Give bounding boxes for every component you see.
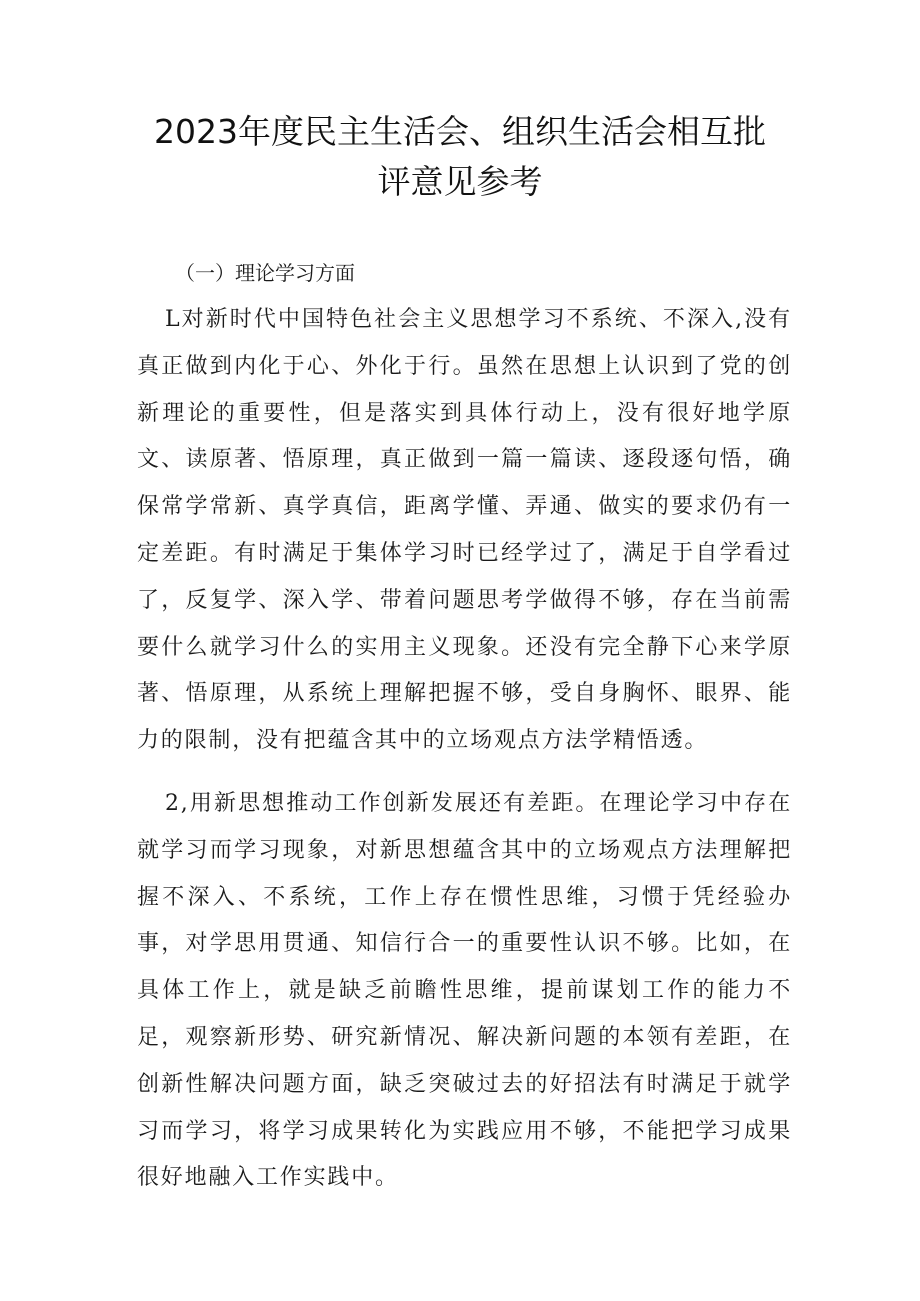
document-title-line2: 评意见参考: [377, 162, 543, 201]
paragraph-1: L对新时代中国特色社会主义思想学习不系统、不深入,没有真正做到内化于心、外化于行。虽然在思想上认识到了党的创新理论的重要性，但是落实到具体行动上，没有很好地学原文、读原著、悟原理，真正做到一篇一篇读、逐段逐句悟，确保常学常新、真学真信，距离学懂、弄通、做实的要求仍有一定差距。有时满足于集体学习时已经学过了，满足于自学看过了，反复学、深入学、带着问题思考学做得不够，存在当前需要什么就学习什么的实用主义现象。还没有完全静下心来学原著、悟原理，从系统上理解把握不够，受自身胸怀、眼界、能力的限制，没有把蕴含其中的立场观点方法学精悟透。: [137, 307, 792, 754]
section-heading: （一）理论学习方面: [175, 261, 355, 285]
paragraph-2: 2,用新思想推动工作创新发展还有差距。在理论学习中存在就学习而学习现象，对新思想蕴含其中的立场观点方法理解把握不深入、不系统，工作上存在惯性思维，习惯于凭经验办事，对学思用贯通、知信行合一的重要性认识不够。比如，在具体工作上，就是缺乏前瞻性思维，提前谋划工作的能力不足，观察新形势、研究新情况、解决新问题的本领有差距，在创新性解决问题方面，缺乏突破过去的好招法有时满足于就学习而学习，将学习成果转化为实践应用不够，不能把学习成果很好地融入工作实践中。: [137, 791, 792, 1191]
document-title-line1: 2023年度民主生活会、组织生活会相互批: [154, 112, 766, 151]
